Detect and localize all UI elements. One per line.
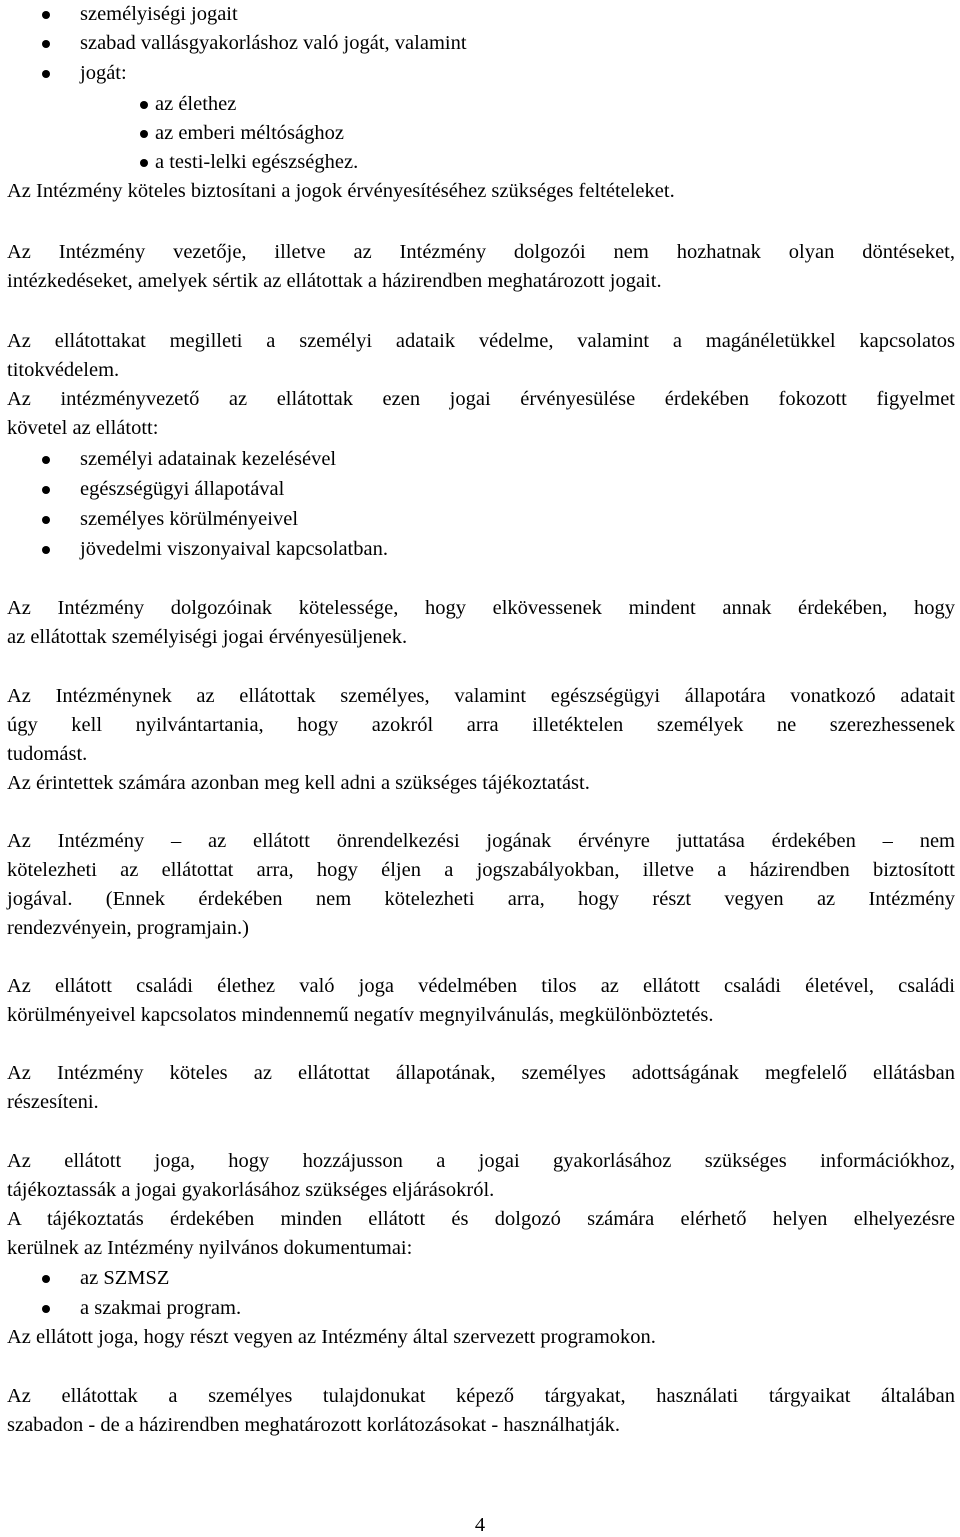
bullet-icon <box>42 1275 50 1283</box>
bullet-icon <box>42 11 50 19</box>
bullet-icon <box>42 486 50 494</box>
paragraph-line: Az ellátottakat megilleti a személyi adataik védelme, valamint a magánéletükkel kapcsolatos <box>7 330 955 352</box>
list-item: jogát: <box>80 62 127 84</box>
paragraph-line: tájékoztassák a jogai gyakorlásához szükséges eljárásokról. <box>7 1179 495 1201</box>
bullet-icon <box>140 130 148 138</box>
list-item: személyi adatainak kezelésével <box>80 448 337 470</box>
paragraph-line: Az ellátott családi élethez való joga védelmében tilos az ellátott családi életével, családi <box>7 975 955 997</box>
paragraph-line: az ellátottak személyiségi jogai érvényesüljenek. <box>7 626 408 648</box>
paragraph-line: A tájékoztatás érdekében minden ellátott és dolgozó számára elérhető helyen elhelyezésre <box>7 1208 955 1230</box>
paragraph: Az érintettek számára azonban meg kell adni a szükséges tájékoztatást. <box>7 772 590 794</box>
sub-list-item: az emberi méltósághoz <box>155 122 344 144</box>
bullet-icon <box>140 101 148 109</box>
bullet-icon <box>42 516 50 524</box>
paragraph-line: szabadon - de a házirendben meghatározott korlátozásokat - használhatják. <box>7 1414 621 1436</box>
paragraph-line: rendezvényein, programjain.) <box>7 917 249 939</box>
paragraph: Az ellátott joga, hogy részt vegyen az Intézmény által szervezett programokon. <box>7 1326 656 1348</box>
paragraph-line: Az Intézmény vezetője, illetve az Intézmény dolgozói nem hozhatnak olyan döntéseket, <box>7 241 955 263</box>
paragraph-line: intézkedéseket, amelyek sértik az ellátottak a házirendben meghatározott jogait. <box>7 270 662 292</box>
list-item: jövedelmi viszonyaival kapcsolatban. <box>80 538 388 560</box>
paragraph-line: kerülnek az Intézmény nyilvános dokumentumai: <box>7 1237 413 1259</box>
paragraph-line: jogával. (Ennek érdekében nem kötelezheti arra, hogy részt vegyen az Intézmény <box>7 888 955 910</box>
paragraph-line: részesíteni. <box>7 1091 99 1113</box>
list-item: a szakmai program. <box>80 1297 242 1319</box>
paragraph: Az Intézmény köteles biztosítani a jogok érvényesítéséhez szükséges feltételeket. <box>7 180 675 202</box>
paragraph-line: kötelezheti az ellátottat arra, hogy éljen a jogszabályokban, illetve a házirendben biztosított <box>7 859 955 881</box>
sub-list-item: a testi-lelki egészséghez. <box>155 151 359 173</box>
sub-list-item: az élethez <box>155 93 237 115</box>
list-item: az SZMSZ <box>80 1267 170 1289</box>
paragraph-line: Az ellátottak a személyes tulajdonukat képező tárgyakat, használati tárgyaikat általában <box>7 1385 955 1407</box>
paragraph-line: Az ellátott joga, hogy hozzájusson a jogai gyakorlásához szükséges információkhoz, <box>7 1150 955 1172</box>
paragraph-line: tudomást. <box>7 743 88 765</box>
paragraph-line: titokvédelem. <box>7 359 120 381</box>
bullet-icon <box>42 40 50 48</box>
bullet-icon <box>42 546 50 554</box>
list-item: szabad vallásgyakorláshoz való jogát, valamint <box>80 32 467 54</box>
paragraph-line: úgy kell nyilvántartania, hogy azokról arra illetéktelen személyek ne szerezhessenek <box>7 714 955 736</box>
bullet-icon <box>42 456 50 464</box>
list-item: személyiségi jogait <box>80 3 238 25</box>
paragraph-line: Az Intézmény köteles az ellátottat állapotának, személyes adottságának megfelelő ellátásban <box>7 1062 955 1084</box>
list-item: személyes körülményeivel <box>80 508 299 530</box>
list-item: egészségügyi állapotával <box>80 478 285 500</box>
paragraph-line: Az intézményvezető az ellátottak ezen jogai érvényesülése érdekében fokozott figyelmet <box>7 388 955 410</box>
paragraph-line: Az Intézménynek az ellátottak személyes, valamint egészségügyi állapotára vonatkozó adatait <box>7 685 955 707</box>
paragraph-line: Az Intézmény – az ellátott önrendelkezési jogának érvényre juttatása érdekében – nem <box>7 830 955 852</box>
bullet-icon <box>42 70 50 78</box>
paragraph-line: követel az ellátott: <box>7 417 159 439</box>
paragraph-line: Az Intézmény dolgozóinak kötelessége, hogy elkövessenek mindent annak érdekében, hogy <box>7 597 955 619</box>
page-number: 4 <box>474 1514 486 1536</box>
bullet-icon <box>140 159 148 167</box>
bullet-icon <box>42 1305 50 1313</box>
paragraph-line: körülményeivel kapcsolatos mindennemű negatív megnyilvánulás, megkülönböztetés. <box>7 1004 714 1026</box>
